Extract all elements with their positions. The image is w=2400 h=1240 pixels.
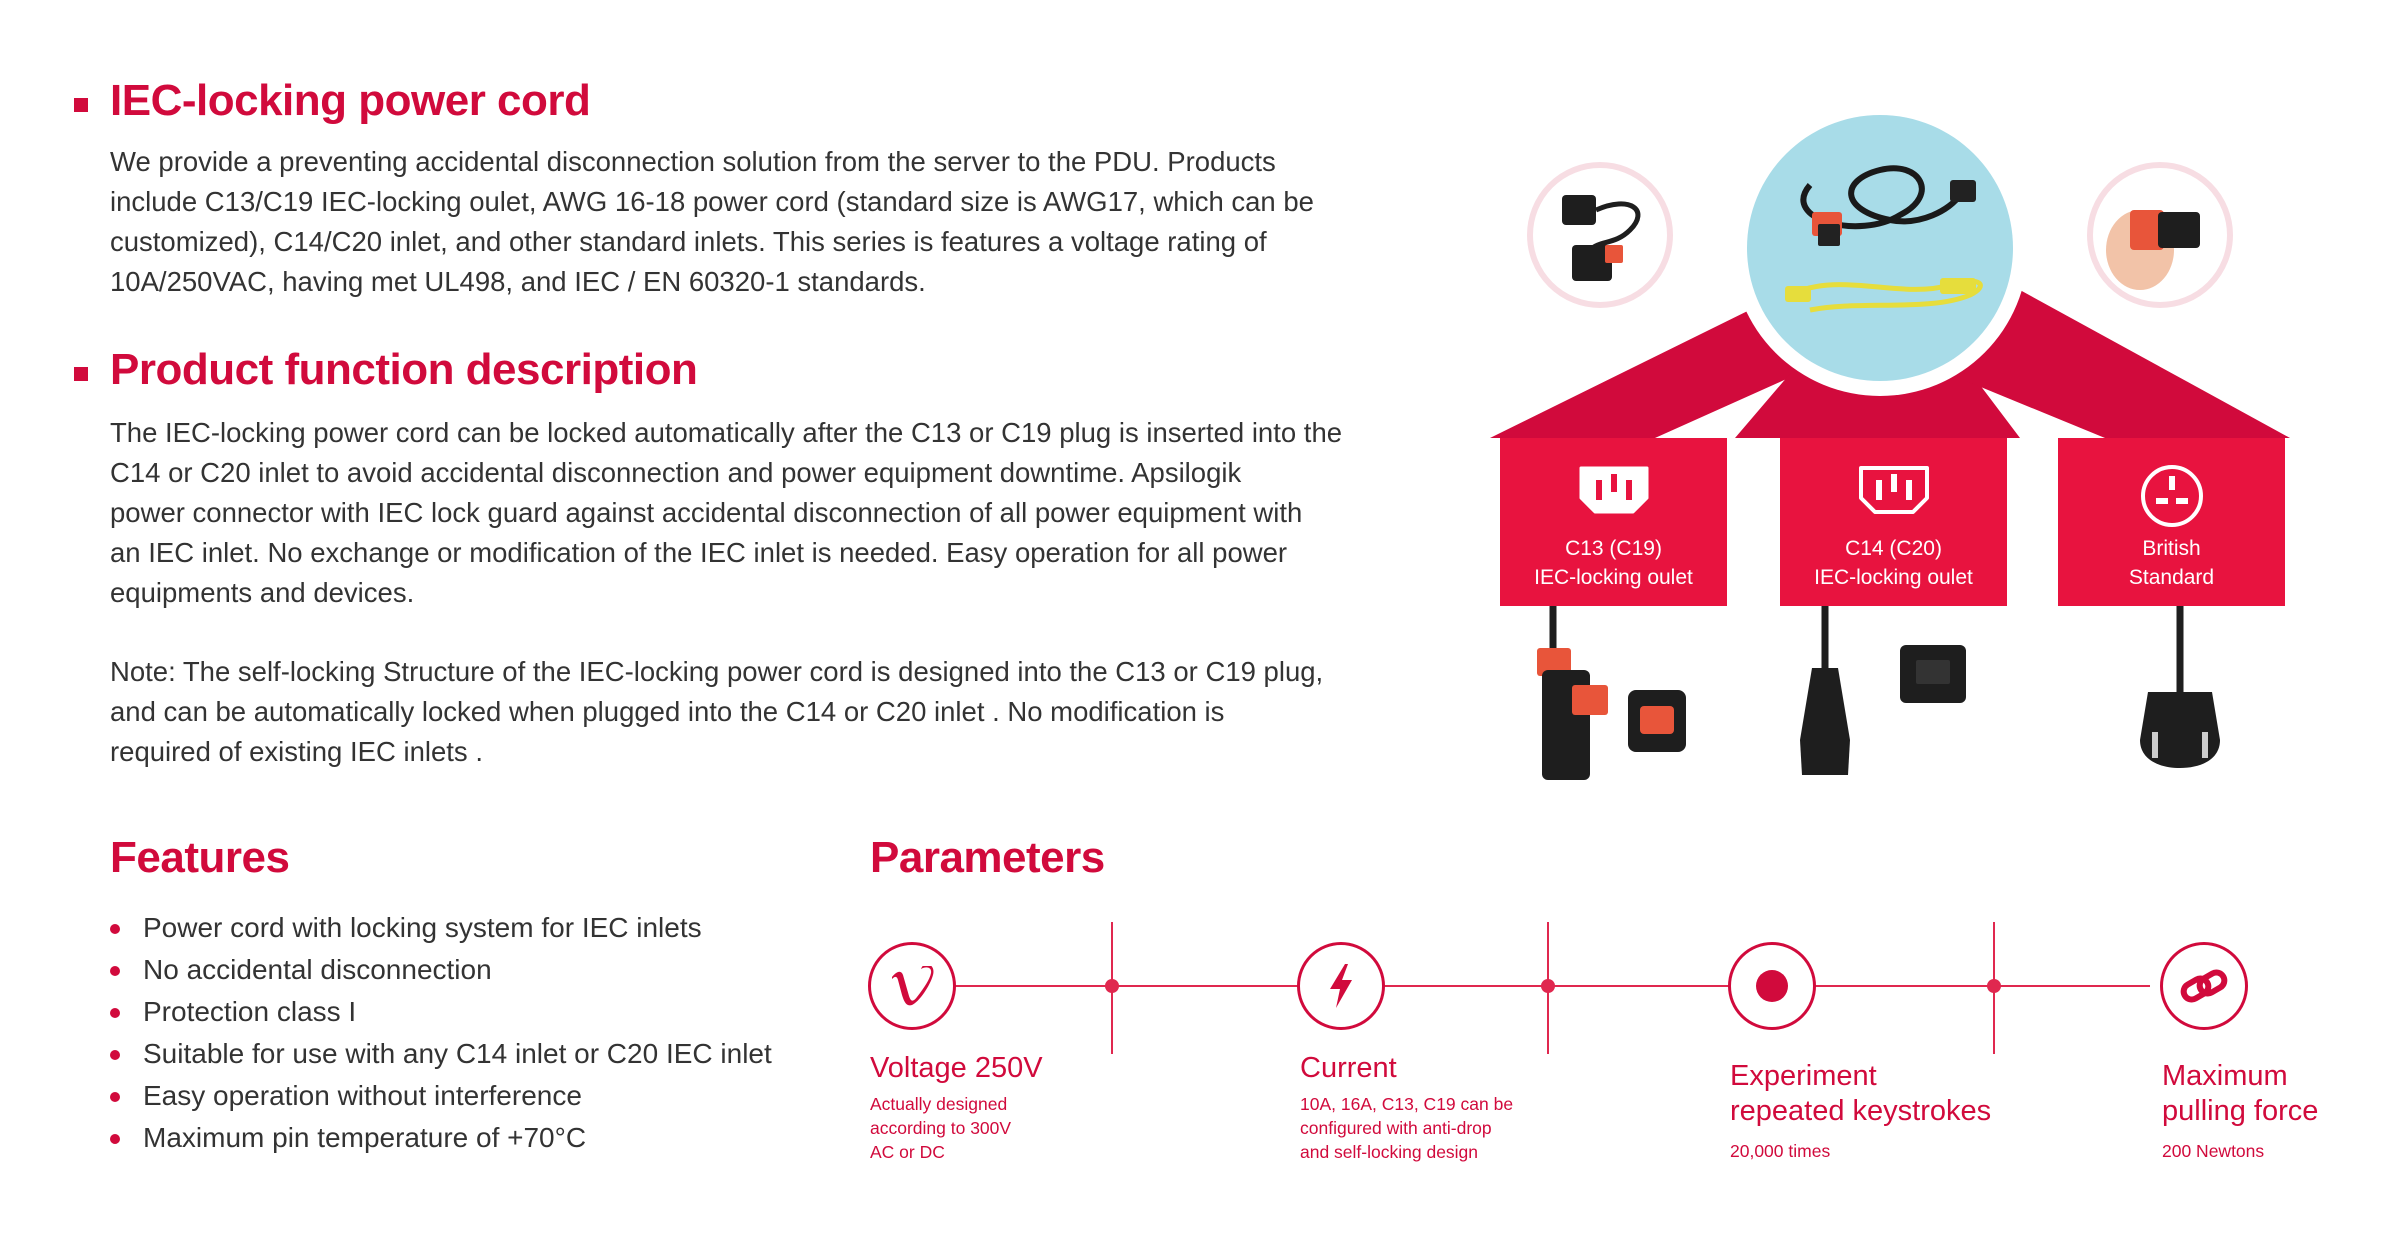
param-desc-line: 10A, 16A, C13, C19 can be xyxy=(1300,1094,1514,1114)
paragraph-line: equipments and devices. xyxy=(110,577,415,608)
timeline-node xyxy=(1541,979,1555,993)
param-desc-line: and self-locking design xyxy=(1300,1142,1479,1162)
param-description xyxy=(870,1092,1011,1164)
param-title-line: Experiment xyxy=(1730,1060,1877,1092)
connector-type-label xyxy=(2058,534,2285,592)
c14-inlet-icon xyxy=(1857,464,1931,521)
section-title-product-function: Product function description xyxy=(110,345,698,394)
paragraph-line: an IEC inlet. No exchange or modification of the IEC inlet is needed. Easy operation for all power xyxy=(110,537,1288,568)
note-paragraph xyxy=(110,652,1440,772)
param-description xyxy=(1300,1092,1513,1164)
c14-plug-photo xyxy=(1800,600,1966,775)
features-title: Features xyxy=(110,833,290,882)
param-title-line: pulling force xyxy=(2162,1095,2319,1127)
bullet-dot-icon xyxy=(110,1050,120,1060)
feature-item xyxy=(110,949,772,991)
paragraph-line: The IEC-locking power cord can be locked automatically after the C13 or C19 plug is inserted into the xyxy=(110,417,1343,448)
chain-link-icon xyxy=(2160,942,2248,1030)
feature-item xyxy=(110,1033,772,1075)
vimeo-v-icon xyxy=(868,942,956,1030)
connector-type-c13 xyxy=(1500,438,1727,606)
label-line: Standard xyxy=(2128,566,2215,589)
paragraph-line: include C13/C19 IEC-locking oulet, AWG 16-18 power cord (standard size is AWG17, which can be xyxy=(110,186,1314,217)
feature-item xyxy=(110,1117,772,1159)
param-desc-line: Actually designed xyxy=(870,1094,1008,1114)
bullet-dot-icon xyxy=(110,1134,120,1144)
c13-plug-photo xyxy=(1537,600,1686,780)
feature-text: Protection class I xyxy=(143,996,357,1027)
paragraph-line: Note: The self-locking Structure of the IEC-locking power cord is designed into the C13 or C19 plug, xyxy=(110,656,1324,687)
section-title-iec-locking: IEC-locking power cord xyxy=(110,76,591,125)
param-description xyxy=(2162,1139,2264,1163)
timeline-node xyxy=(1105,979,1119,993)
british-plug-icon xyxy=(2139,464,2205,533)
connector-type-label xyxy=(1780,534,2007,592)
feature-text: Easy operation without interference xyxy=(143,1080,582,1111)
paragraph-line: C14 or C20 inlet to avoid accidental disconnection and power equipment downtime. Apsilogik xyxy=(110,457,1242,488)
param-desc-line: according to 300V xyxy=(870,1118,1012,1138)
label-line: C13 (C19) xyxy=(1565,537,1662,560)
timeline-node xyxy=(1987,979,2001,993)
param-desc-line: 20,000 times xyxy=(1730,1141,1831,1161)
feature-item xyxy=(110,991,772,1033)
feature-text: Maximum pin temperature of +70°C xyxy=(143,1122,587,1153)
parameters-timeline xyxy=(912,985,2150,987)
param-title xyxy=(870,1051,1043,1086)
label-line: IEC-locking oulet xyxy=(1534,566,1693,589)
british-plug-photo xyxy=(2140,600,2220,768)
paragraph-line: We provide a preventing accidental disconnection solution from the server to the PDU. Products xyxy=(110,146,1276,177)
feature-text: Suitable for use with any C14 inlet or C20 IEC inlet xyxy=(143,1038,772,1069)
label-line: IEC-locking oulet xyxy=(1814,566,1973,589)
param-title-line: Maximum xyxy=(2162,1060,2288,1092)
connector-type-c14 xyxy=(1780,438,2007,606)
label-line: British xyxy=(2142,537,2201,560)
param-title xyxy=(1730,1059,1991,1129)
c13-socket-icon xyxy=(1577,464,1651,521)
feature-text: No accidental disconnection xyxy=(143,954,492,985)
paragraph-line: 10A/250VAC, having met UL498, and IEC / EN 60320-1 standards. xyxy=(110,266,926,297)
section-bullet xyxy=(74,367,88,381)
bullet-dot-icon xyxy=(110,1008,120,1018)
param-title-line: Voltage 250V xyxy=(870,1052,1043,1084)
bullet-dot-icon xyxy=(110,924,120,934)
connector-type-label xyxy=(1500,534,1727,592)
param-title xyxy=(2162,1059,2318,1129)
connector-type-british xyxy=(2058,438,2285,606)
section-bullet xyxy=(74,98,88,112)
param-description xyxy=(1730,1139,1830,1163)
paragraph-line: required of existing IEC inlets . xyxy=(110,736,483,767)
label-line: C14 (C20) xyxy=(1845,537,1942,560)
parameters-title: Parameters xyxy=(870,833,1105,882)
paragraph-line: customized), C14/C20 inlet, and other standard inlets. This series is features a voltage rating of xyxy=(110,226,1267,257)
param-desc-line: 200 Newtons xyxy=(2162,1141,2265,1161)
feature-item xyxy=(110,1075,772,1117)
param-title-line: repeated keystrokes xyxy=(1730,1095,1992,1127)
feature-item xyxy=(110,907,772,949)
feature-text: Power cord with locking system for IEC inlets xyxy=(143,912,702,943)
paragraph-line: power connector with IEC lock guard against accidental disconnection of all power equipment with xyxy=(110,497,1303,528)
record-dot-icon xyxy=(1728,942,1816,1030)
param-desc-line: configured with anti-drop xyxy=(1300,1118,1492,1138)
param-title xyxy=(1300,1051,1397,1086)
param-desc-line: AC or DC xyxy=(870,1142,945,1162)
product-function-paragraph xyxy=(110,413,1440,613)
lightning-bolt-icon xyxy=(1297,942,1385,1030)
bullet-dot-icon xyxy=(110,966,120,976)
features-list xyxy=(110,907,772,1159)
param-title-line: Current xyxy=(1300,1052,1397,1084)
bullet-dot-icon xyxy=(110,1092,120,1102)
section-intro-paragraph xyxy=(110,142,1410,302)
paragraph-line: and can be automatically locked when plugged into the C14 or C20 inlet . No modification is xyxy=(110,696,1225,727)
